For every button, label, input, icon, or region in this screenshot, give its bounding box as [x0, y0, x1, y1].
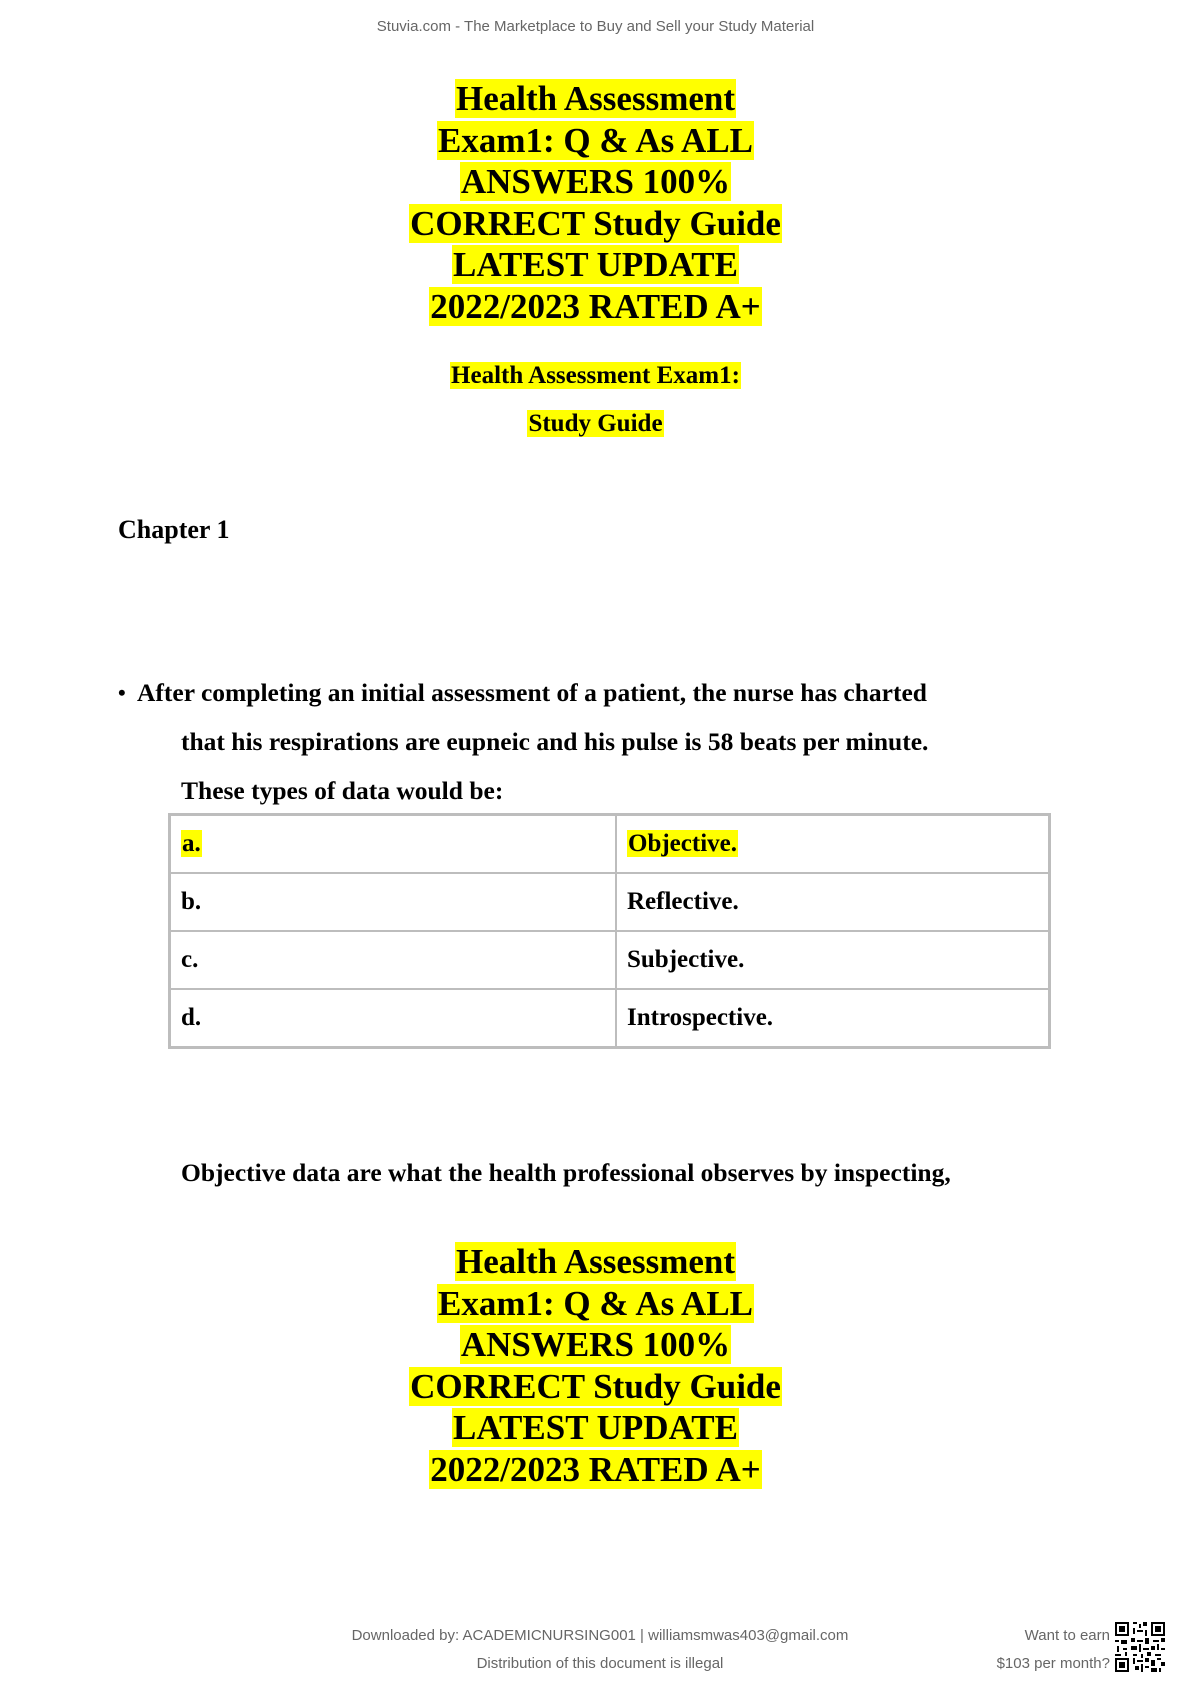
title-line: 2022/2023 RATED A+	[430, 286, 761, 326]
qr-code-icon[interactable]	[1115, 1622, 1165, 1672]
title-line: Health Assessment	[455, 79, 736, 118]
title-line: LATEST UPDATE	[453, 1408, 738, 1447]
answer-letter-cell	[170, 931, 617, 989]
answer-letter: d.	[181, 1004, 202, 1031]
question-line: that his respirations are eupneic and his pulse is 58 beats per minute.	[181, 727, 929, 756]
earn-line-2: $103 per month?	[996, 1655, 1110, 1672]
document-title-repeat	[0, 1241, 1191, 1490]
answer-row	[170, 873, 1050, 931]
downloaded-by-text: Downloaded by: ACADEMICNURSING001 | williamsmwas403@gmail.com	[351, 1627, 849, 1644]
stuvia-banner: Stuvia.com - The Marketplace to Buy and Sell your Study Material	[376, 18, 815, 35]
answer-text: Subjective.	[627, 946, 745, 973]
earn-promo[interactable]	[960, 1622, 1110, 1678]
title-line: ANSWERS 100%	[460, 1325, 731, 1364]
title-line: 2022/2023 RATED A+	[430, 1449, 761, 1489]
answer-letter-cell	[170, 815, 617, 874]
answer-row	[170, 989, 1050, 1048]
document-title	[0, 78, 1191, 327]
earn-line-1: Want to earn	[1024, 1627, 1110, 1644]
answer-letter: b.	[181, 888, 202, 915]
answer-letter-cell	[170, 989, 617, 1048]
question-line: After completing an initial assessment of a patient, the nurse has charted	[137, 678, 927, 707]
subtitle-text: Health Assessment Exam1:	[451, 362, 740, 389]
title-line: Exam1: Q & As ALL	[437, 1283, 754, 1323]
answer-letter-cell	[170, 873, 617, 931]
title-line: CORRECT Study Guide	[410, 1366, 781, 1406]
distribution-notice: Distribution of this document is illegal	[476, 1655, 724, 1672]
answer-text-cell	[616, 815, 1050, 874]
answer-text: Reflective.	[627, 888, 739, 915]
answer-row	[170, 931, 1050, 989]
answer-table	[168, 813, 1051, 1049]
answer-letter: c.	[181, 946, 199, 973]
answer-text-cell	[616, 989, 1050, 1048]
bullet-icon: •	[118, 680, 126, 705]
answer-text: Introspective.	[627, 1004, 774, 1031]
title-line: ANSWERS 100%	[460, 162, 731, 201]
answer-letter: a.	[182, 830, 201, 857]
chapter-heading: Chapter 1	[118, 515, 230, 544]
title-line: CORRECT Study Guide	[410, 203, 781, 243]
footer-download-info	[300, 1622, 900, 1678]
subtitle-text: Study Guide	[528, 410, 663, 437]
subtitle-line-2	[0, 410, 1191, 438]
subtitle-line-1	[0, 362, 1191, 390]
question-line: These types of data would be:	[181, 776, 504, 805]
answer-row	[170, 815, 1050, 874]
answer-text-cell	[616, 931, 1050, 989]
title-line: Health Assessment	[455, 1242, 736, 1281]
rationale-text: Objective data are what the health professional observes by inspecting,	[181, 1158, 951, 1187]
question	[118, 668, 1098, 815]
answer-text: Objective.	[628, 830, 737, 857]
title-line: Exam1: Q & As ALL	[437, 120, 754, 160]
title-line: LATEST UPDATE	[453, 245, 738, 284]
answer-text-cell	[616, 873, 1050, 931]
